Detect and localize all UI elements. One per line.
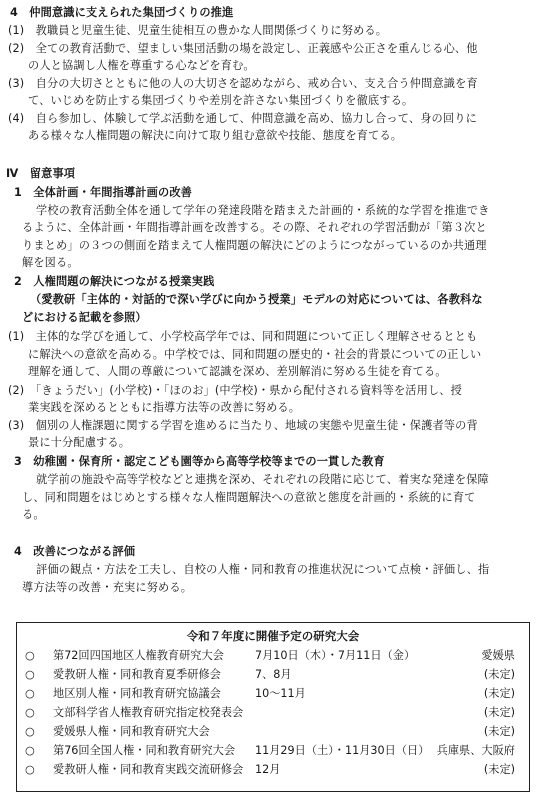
event-name: 愛教研人権・同和教育実践交流研修会 [53, 763, 244, 776]
text-line: (2) 「きょうだい」(小学校)・「ほのお」(中学校)・県から配付される資料等を活用し、授 [8, 384, 462, 397]
event-row [17, 726, 529, 741]
event-place: 愛媛県 [481, 649, 515, 662]
event-name: 文部科学省人権教育研究指定校発表会 [53, 706, 244, 719]
text-line: の人と協調し人権を尊重する心などを育む。 [28, 59, 255, 72]
text-line: 評価の観点・方法を工夫し、自校の人権・同和教育の推進状況について点検・評価し、指 [36, 563, 490, 576]
event-row [17, 688, 529, 703]
event-name: 愛教研人権・同和教育夏季研修会 [53, 668, 221, 681]
events-box-title: 令和７年度に開催予定の研究大会 [186, 629, 360, 643]
text-line: 3 幼稚園・保育所・認定こども園等から高等学校等までの一貫した教育 [14, 455, 385, 468]
events-box [16, 622, 530, 792]
text-line: ある様々な人権問題の解決に向けて取り組む意欲や技能、態度を育てる。 [28, 129, 403, 142]
event-date: 12月 [255, 763, 281, 776]
event-row [17, 745, 529, 760]
event-name: 第76回全国人権・同和教育研究大会 [53, 744, 236, 757]
event-date: 7月10日（木）・7月11日（金） [255, 649, 416, 662]
text-line: (1) 教職員と児童生徒、児童生徒相互の豊かな人間関係づくりに努める。 [8, 24, 388, 37]
text-line: るように、全体計画・年間指導計画を改善する。その際、それぞれの学習活動が「第３次と [22, 221, 487, 234]
event-date: 7、8月 [255, 668, 292, 681]
text-line: (3) 個別の人権課題に関する学習を進めるに当たり、地域の実態や児童生徒・保護者等の背 [8, 419, 478, 432]
text-line: （愛教研「主体的・対話的で深い学びに向かう授業」モデルの対応については、各教科な [30, 293, 483, 306]
event-place: 兵庫県、大阪府 [436, 744, 515, 757]
event-bullet: ○ [25, 668, 35, 681]
text-line: 学校の教育活動全体を通して学年の発達段階を踏まえた計画的・系統的な学習を推進でき [36, 204, 490, 217]
event-bullet: ○ [25, 687, 35, 700]
event-row [17, 764, 529, 779]
text-line: 4 改善につながる評価 [14, 545, 136, 558]
event-place: (未定) [483, 725, 515, 738]
text-line: 理解を通して、人間の尊厳について認識を深め、差別解消に努める生徒を育てる。 [28, 365, 447, 378]
event-name: 愛媛県人権・同和教育研究大会 [53, 725, 210, 738]
event-bullet: ○ [25, 763, 35, 776]
event-place: (未定) [483, 687, 515, 700]
text-line: る。 [22, 508, 45, 521]
text-line: 2 人権問題の解決につながる授業実践 [14, 275, 215, 288]
text-line: 就学前の施設や高等学校などと連携を深め、それぞれの段階に応じて、着実な発達を保障 [36, 473, 489, 486]
event-bullet: ○ [25, 706, 35, 719]
event-row [17, 669, 529, 684]
text-line: 業実践を深めるとともに指導方法等の改善に努める。 [28, 401, 301, 414]
text-line: どにおける記載を参照） [22, 311, 147, 324]
text-line: て、いじめを防止する集団づくりや差別を許さない集団づくりを徹底する。 [28, 94, 414, 107]
event-date: 10～11月 [255, 687, 306, 700]
event-date: 11月29日（土）・11月30日（日） [255, 744, 430, 757]
text-line: りまとめ」の３つの側面を踏まえて人権問題の解決にどのようにつながっているのか共通理 [22, 239, 487, 252]
event-bullet: ○ [25, 649, 35, 662]
event-place: (未定) [483, 668, 515, 681]
text-line: (3) 自分の大切さとともに他の人の大切さを認めながら、戒め合い、支え合う仲間意識を育 [8, 77, 478, 90]
event-name: 第72回四国地区人権教育研究大会 [53, 649, 224, 662]
text-line: (4) 自ら参加し、体験して学ぶ活動を通して、仲間意識を高め、協力し合って、身の回りに [8, 112, 477, 125]
event-row [17, 707, 529, 722]
event-row [17, 650, 529, 665]
event-place: (未定) [483, 706, 515, 719]
event-bullet: ○ [25, 725, 35, 738]
text-line: 景に十分配慮する。 [28, 436, 131, 449]
event-place: (未定) [483, 763, 515, 776]
text-line: し、同和問題をはじめとする様々な人権問題解決への意欲と態度を計画的・系統的に育て [22, 491, 476, 504]
text-line: 1 全体計画・年間指導計画の改善 [14, 186, 192, 199]
text-line: (2) 全ての教育活動で、望ましい集団活動の場を設定し、正義感や公正さを重んじる心、他 [8, 42, 478, 55]
event-name: 地区別人権・同和教育研究協議会 [53, 687, 221, 700]
text-line: 解を図る。 [22, 256, 79, 269]
text-line: 4 仲間意識に支えられた集団づくりの推進 [10, 6, 234, 19]
event-bullet: ○ [25, 744, 35, 757]
text-line: (1) 主体的な学びを通して、小学校高学年では、同和問題について正しく理解させるととも [8, 330, 478, 343]
text-line: 導方法等の改善・充実に努める。 [22, 581, 193, 594]
text-line: Ⅳ 留意事項 [6, 167, 76, 180]
text-line: に解決への意欲を高める。中学校では、同和問題の歴史的・社会的背景についての正しい [28, 348, 482, 361]
